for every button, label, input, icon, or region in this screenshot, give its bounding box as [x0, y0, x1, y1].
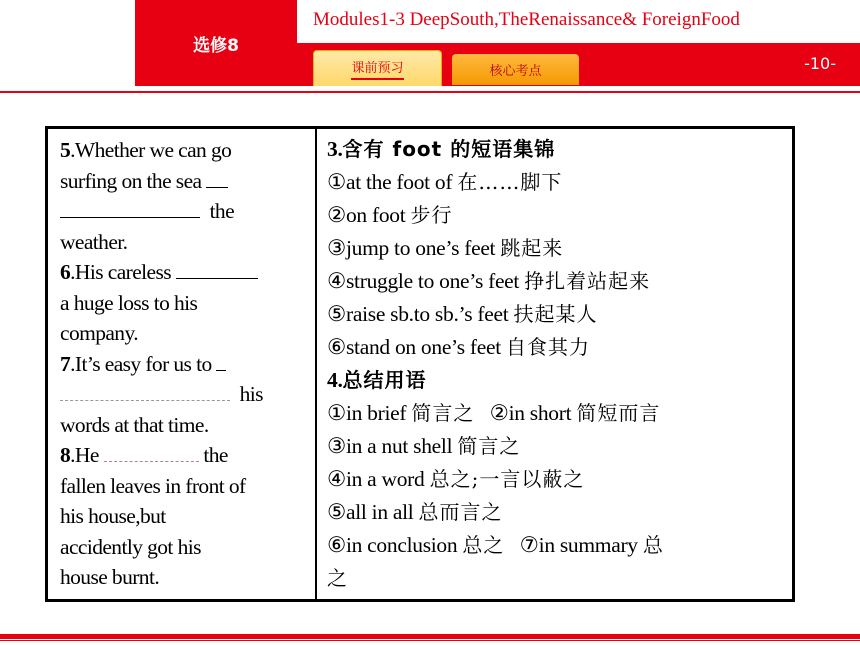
- exercise-7-line-2: his: [60, 379, 315, 410]
- phrase-item: ②on foot 步行: [327, 203, 453, 227]
- blank[interactable]: [60, 381, 230, 401]
- exercise-8-line-2: fallen leaves in front of: [60, 473, 246, 498]
- exercise-8-line-3: his house,but: [60, 504, 166, 528]
- blank[interactable]: [60, 198, 200, 218]
- exercise-6-line-1: 6.His careless: [60, 257, 315, 288]
- summary-item: ③in a nut shell 简言之: [327, 434, 521, 458]
- exercise-5-line-3: the: [60, 196, 315, 227]
- phrase-item: ⑥stand on one’s feet 自食其力: [327, 335, 590, 359]
- exercise-5-line-2: surfing on the sea: [60, 166, 315, 197]
- summary-item: ⑥in conclusion 总之 ⑦in summary 总: [327, 533, 664, 557]
- module-title: Modules1-3 DeepSouth,TheRenaissance& ForeignFood: [313, 9, 740, 30]
- summary-item: ①in brief 简言之 ②in short 简短而言: [327, 401, 661, 425]
- exercise-5-line-1: 5.Whether we can go: [60, 138, 232, 162]
- blank[interactable]: [206, 168, 228, 188]
- phrase-item: ④struggle to one’s feet 挣扎着站起来: [327, 269, 651, 293]
- section-3-title: 3.含有 foot 的短语集锦: [327, 137, 556, 161]
- tab-preview[interactable]: [313, 50, 442, 86]
- exercise-6-line-2: a huge loss to his: [60, 290, 198, 315]
- exercise-6-line-3: company.: [60, 321, 138, 345]
- content-table: [45, 126, 795, 602]
- footer-divider: [0, 634, 860, 639]
- tab-preview-label: 课前预习: [351, 57, 403, 80]
- page-number: -10-: [804, 54, 836, 73]
- tab-key-points[interactable]: [452, 54, 579, 85]
- exercise-8-line-1: 8.He the: [60, 443, 228, 467]
- exercise-7-line-3: words at that time.: [60, 412, 209, 437]
- exercise-column: [48, 129, 317, 599]
- phrase-item: ①at the foot of 在……脚下: [327, 170, 563, 194]
- phrases-column: [317, 129, 792, 599]
- exercise-5-line-4: weather.: [60, 229, 128, 254]
- section-4-title: 4.总结用语: [327, 368, 427, 392]
- blank[interactable]: [104, 444, 199, 462]
- exercise-8-line-5: house burnt.: [60, 565, 160, 589]
- exercise-8-line-4: accidently got his: [60, 534, 201, 559]
- blank[interactable]: [216, 351, 226, 371]
- exercise-7-line-1: 7.It’s easy for us to: [60, 349, 315, 380]
- phrase-item: ③jump to one’s feet 跳起来: [327, 236, 564, 260]
- course-label: 选修8: [135, 0, 297, 86]
- header-divider: [0, 91, 860, 93]
- footer-divider-thin: [0, 640, 860, 641]
- summary-item: ⑤all in all 总而言之: [327, 500, 503, 524]
- phrase-item: ⑤raise sb.to sb.’s feet 扶起某人: [327, 302, 598, 326]
- summary-item-continued: 之: [327, 566, 348, 590]
- tab-key-points-label: 核心考点: [489, 64, 542, 79]
- summary-item: ④in a word 总之;一言以蔽之: [327, 467, 585, 491]
- blank[interactable]: [176, 259, 258, 279]
